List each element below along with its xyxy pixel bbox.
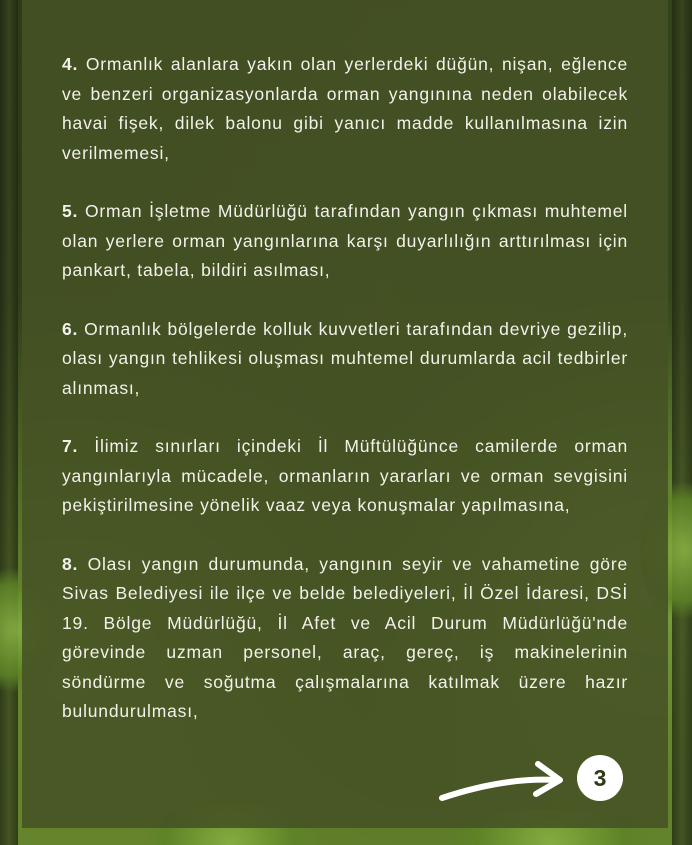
item-text: Orman İşletme Müdürlüğü tarafından yangın çıkması muhtemel olan yerlere orman yangınlarına karşı duyarlılığın arttırılması için pankart, tabela, bildiri asılması, — [62, 201, 628, 280]
list-item — [62, 315, 628, 404]
item-text: Ormanlık alanlara yakın olan yerlerdeki düğün, nişan, eğlence ve benzeri organizasyonlarda orman yangınına neden olabilecek havai fişek, dilek balonu gibi yanıcı madde kullanılmasına izin verilmemesi, — [62, 54, 628, 163]
item-number: 6. — [62, 318, 79, 339]
item-number: 7. — [62, 436, 79, 456]
content-panel — [22, 0, 668, 828]
list-item — [62, 197, 628, 286]
page-indicator — [438, 750, 628, 810]
tree-trunk-left — [0, 0, 18, 845]
item-text: İlimiz sınırları içindeki İl Müftülüğünce camilerde orman yangınlarıyla mücadele, ormanların yararları ve orman sevgisini pekiştirilmesine yönelik vaaz veya konuşmalar yapılmasına, — [62, 436, 628, 515]
tree-trunk-right — [672, 0, 692, 845]
item-text: Olası yangın durumunda, yangının seyir ve vahametine göre Sivas Belediyesi ile ilçe ve belde belediyeleri, İl Özel İdaresi, DSİ 19. Bölge Müdürlüğü, İl Afet ve Acil Durum Müdürlüğü'nde görevinde uzman personel, araç, gereç, iş makinelerinin söndürme ve soğutma çalışmalarına katılmak üzere hazır bulundurulması, — [62, 553, 628, 721]
list-item — [62, 50, 628, 168]
item-number: 4. — [62, 54, 79, 74]
item-number: 5. — [62, 201, 79, 221]
measures-list — [62, 50, 628, 727]
page-number-badge: 3 — [577, 755, 623, 801]
list-item — [62, 432, 628, 521]
item-text: Ormanlık bölgelerde kolluk kuvvetleri tarafından devriye gezilip, olası yangın tehlikesi oluşması muhtemel durumlarda acil tedbirler alınması, — [62, 318, 628, 398]
arrow-right-icon — [438, 756, 568, 806]
item-number: 8. — [62, 553, 79, 574]
list-item — [62, 550, 628, 727]
